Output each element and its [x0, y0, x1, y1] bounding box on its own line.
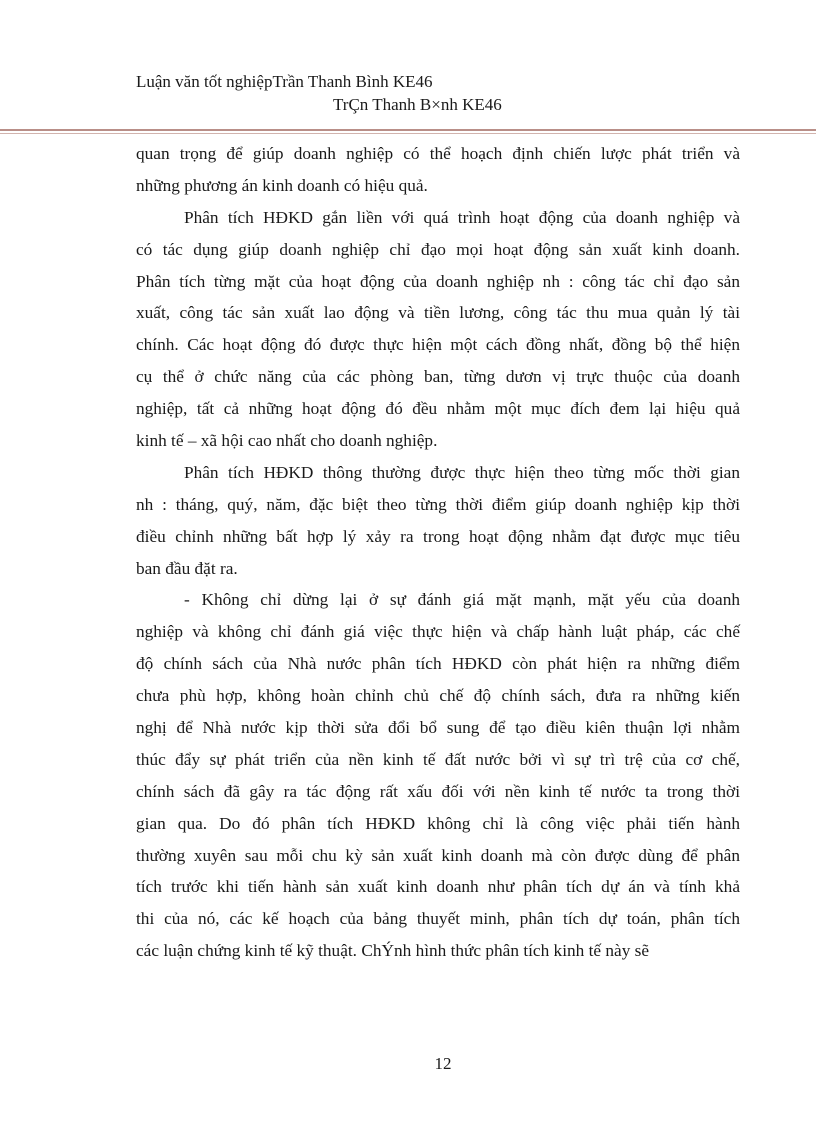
running-header-line-2: TrÇn Thanh B×nh KE46: [333, 95, 502, 114]
text-line: chính. Các hoạt động đó được thực hiện một cách đồng nhất, đồng bộ thể hiện: [136, 335, 740, 355]
text-line: cụ thể ở chức năng của các phòng ban, từng dươn vị trực thuộc của doanh: [136, 367, 740, 387]
text-line: Phân tích từng mặt của hoạt động của doanh nghiệp nh : công tác chỉ đạo sản: [136, 271, 740, 291]
text-line: thúc đẩy sự phát triển của nền kinh tế đất nước bởi vì sự trì trệ của cơ chế,: [136, 749, 740, 769]
text-line: nghiệp và không chỉ đánh giá việc thực hiện và chấp hành luật pháp, các chế: [136, 622, 740, 642]
text-line: thi của nó, các kế hoạch của bảng thuyết minh, phân tích dự toán, phân tích: [136, 909, 740, 929]
text-line: kinh tế – xã hội cao nhất cho doanh nghiệp.: [136, 431, 438, 451]
text-line: Phân tích HĐKD gắn liền với quá trình hoạt động của doanh nghiệp và: [184, 207, 740, 227]
text-line: điều chỉnh những bất hợp lý xảy ra trong hoạt động nhằm đạt được mục tiêu: [136, 526, 740, 546]
header-rule: [0, 129, 816, 131]
text-line: chưa phù hợp, không hoàn chỉnh chủ chế độ chính sách, đưa ra những kiến: [136, 686, 740, 706]
page-number: 12: [434, 1054, 452, 1073]
text-line: nghiệp, tất cả những hoạt động đó đều nhằm một mục đích đem lại hiệu quả: [136, 399, 740, 419]
text-line: ban đầu đặt ra.: [136, 558, 238, 578]
text-line: các luận chứng kinh tế kỹ thuật. ChÝnh hình thức phân tích kinh tế này sẽ: [136, 941, 650, 961]
text-line: chính sách đã gây ra tác động rất xấu đối với nền kinh tế nước ta trong thời: [136, 781, 740, 801]
header-rule-shadow: [0, 133, 816, 134]
text-line: tích trước khi tiến hành sản xuất kinh doanh như phân tích dự án và tính khả: [136, 877, 740, 897]
text-line: những phương án kinh doanh có hiệu quả.: [136, 175, 428, 195]
text-line: - Không chỉ dừng lại ở sự đánh giá mặt mạnh, mặt yếu của doanh: [184, 590, 740, 610]
text-line: Phân tích HĐKD thông thường được thực hiện theo từng mốc thời gian: [184, 462, 740, 482]
text-line: thường xuyên sau mỗi chu kỳ sản xuất kinh doanh mà còn được dùng để phân: [136, 845, 740, 865]
text-line: nh : tháng, quý, năm, đặc biệt theo từng thời điểm giúp doanh nghiệp kịp thời: [136, 494, 740, 514]
text-line: quan trọng để giúp doanh nghiệp có thể hoạch định chiến lược phát triển và: [136, 144, 740, 163]
text-line: độ chính sách của Nhà nước phân tích HĐKD còn phát hiện ra những điểm: [136, 654, 740, 674]
running-header-line-1: Luận văn tốt nghiệpTrần Thanh Bình KE46: [136, 72, 433, 91]
text-line: có tác dụng giúp doanh nghiệp chỉ đạo mọi hoạt động sản xuất kinh doanh.: [136, 239, 740, 259]
body-text: [136, 138, 740, 967]
text-line: nghị để Nhà nước kịp thời sửa đổi bổ sung để tạo điều kiên thuận lợi nhằm: [136, 718, 740, 738]
text-line: xuất, công tác sản xuất lao động và tiền lương, công tác thu mua quản lý tài: [136, 303, 740, 323]
text-line: gian qua. Do đó phân tích HĐKD không chỉ là công việc phải tiến hành: [136, 813, 740, 833]
